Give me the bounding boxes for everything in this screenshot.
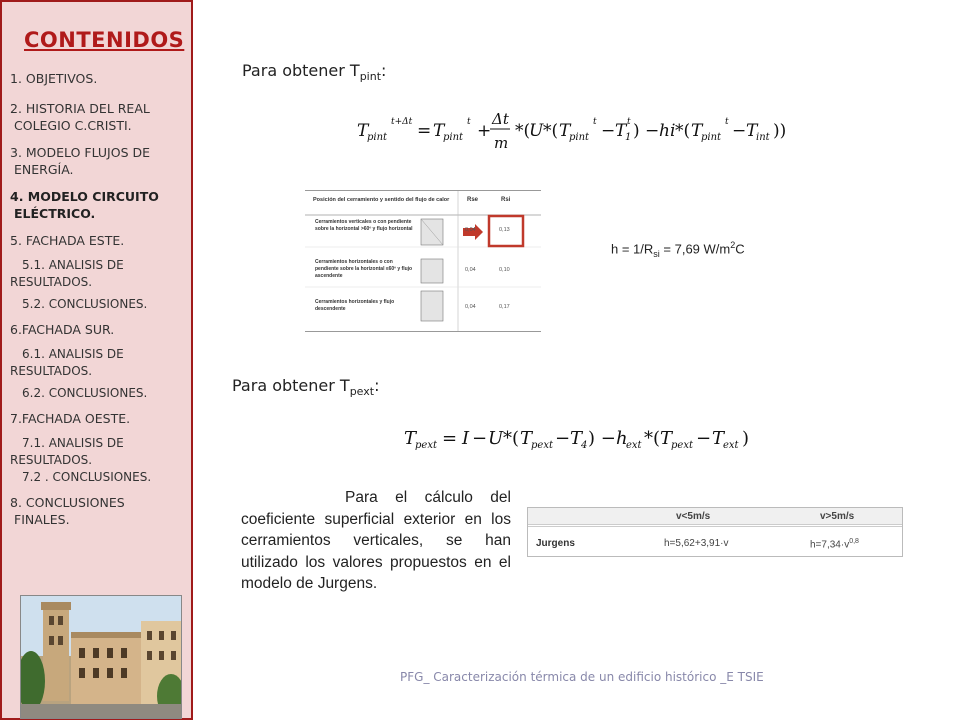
jurgens-col1: v<5m/s xyxy=(676,511,711,522)
svg-text:U: U xyxy=(529,121,544,141)
jurgens-val2-exp: 0,8 xyxy=(849,538,859,545)
svg-text:=: = xyxy=(442,428,458,449)
svg-text:=: = xyxy=(417,121,432,141)
svg-text:) −: ) − xyxy=(588,428,616,449)
menu-item-este-conclusiones[interactable]: 5.2. CONCLUSIONES. xyxy=(22,297,148,311)
svg-text:T: T xyxy=(520,428,533,449)
svg-text:pint: pint xyxy=(569,132,590,143)
svg-text:4: 4 xyxy=(581,440,588,451)
contents-menu xyxy=(10,70,190,528)
svg-text:+: + xyxy=(477,121,492,141)
menu-item-este-analisis[interactable]: 5.1. ANALISIS DE RESULTADOS. xyxy=(10,258,124,289)
heading-tpint: Para obtener $T_{pint}$: xyxy=(242,61,387,84)
menu-item-oeste-conclusiones[interactable]: 7.2 . CONCLUSIONES. xyxy=(22,470,152,484)
formula-tpint xyxy=(357,108,787,163)
svg-text:): ) xyxy=(742,428,750,449)
svg-text:*(: *( xyxy=(644,428,661,449)
jurgens-description: Para el cálculo del coeficiente superficial exterior en los cerramientos verticales, se han utilizado los valores propuestos en el modelo de Jurgens. xyxy=(241,489,511,592)
svg-text:t: t xyxy=(627,117,631,127)
building-photo-illustration xyxy=(21,596,181,718)
svg-text:I: I xyxy=(462,428,470,449)
table-row-text: Cerramientos horizontales o con pendiente sobre la horizontal ≤60º y flujo ascendente xyxy=(315,259,413,279)
surface-resistance-table xyxy=(305,190,541,332)
svg-text:int: int xyxy=(756,132,770,143)
table-row-rse: 0,04 xyxy=(465,267,476,273)
svg-text:pext: pext xyxy=(531,440,553,451)
svg-text:−: − xyxy=(472,428,488,449)
svg-text:T: T xyxy=(691,121,703,141)
jurgens-col2: v>5m/s xyxy=(820,511,855,522)
footer: PFG_ Caracterización térmica de un edificio histórico _E TSIE xyxy=(400,670,764,684)
table-col-header: Posición del cerramiento y sentido del flujo de calor xyxy=(313,197,450,203)
svg-text:T: T xyxy=(433,121,445,141)
svg-text:t: t xyxy=(725,117,729,127)
svg-text:T: T xyxy=(660,428,673,449)
heading-tpext: Para obtener $T_{pext}$: xyxy=(232,376,380,399)
svg-text:−: − xyxy=(732,121,747,141)
table-row-rse: 0,04 xyxy=(465,304,476,310)
svg-text:pext: pext xyxy=(671,440,693,451)
jurgens-row-label: Jurgens xyxy=(536,538,575,549)
menu-item-modelo-flujos[interactable]: 3. MODELO FLUJOS DE ENERGÍA. xyxy=(10,145,151,177)
table-row-rsi: 0,10 xyxy=(499,267,510,273)
menu-item-conclusiones-finales[interactable]: 8. CONCLUSIONES FINALES. xyxy=(10,495,125,527)
svg-text:t: t xyxy=(467,117,471,127)
svg-text:Δt: Δt xyxy=(492,110,509,128)
svg-text:T: T xyxy=(570,428,583,449)
svg-text:h: h xyxy=(616,428,628,449)
menu-item-modelo-circuito[interactable]: 4. MODELO CIRCUITO ELÉCTRICO. xyxy=(10,189,159,221)
jurgens-val2: h=7,34·v xyxy=(810,539,850,551)
menu-item-fachada-este[interactable]: 5. FACHADA ESTE. xyxy=(10,233,125,248)
table-col-rsi: Rsi xyxy=(501,197,511,203)
svg-text:T: T xyxy=(357,121,369,141)
svg-text:T: T xyxy=(559,121,571,141)
svg-text:ext: ext xyxy=(723,440,739,451)
svg-text:hi: hi xyxy=(659,121,676,141)
svg-text:*(: *( xyxy=(515,121,531,141)
svg-text:T: T xyxy=(746,121,758,141)
svg-text:−: − xyxy=(601,121,616,141)
h-equation: $h = 1/R_{si} = 7,69$ $W/m^2C$ xyxy=(611,240,745,259)
menu-item-objetivos[interactable]: 1. OBJETIVOS. xyxy=(10,71,98,86)
svg-text:t: t xyxy=(593,117,597,127)
svg-text:*(: *( xyxy=(543,121,559,141)
table-col-rse: Rse xyxy=(467,197,479,203)
table-row-rse: 0,04 xyxy=(465,227,476,233)
table-row-text: Cerramientos verticales o con pendiente sobre la horizontal >60º y flujo horizontal xyxy=(315,219,413,232)
jurgens-table xyxy=(527,507,903,557)
menu-item-oeste-analisis[interactable]: 7.1. ANALISIS DE RESULTADOS. xyxy=(10,436,124,467)
svg-text:pint: pint xyxy=(701,132,722,143)
menu-item-historia[interactable]: 2. HISTORIA DEL REAL COLEGIO C.CRISTI. xyxy=(10,101,150,133)
sidebar-title: CONTENIDOS xyxy=(24,28,185,52)
sidebar xyxy=(0,0,193,720)
formula-tpext xyxy=(404,420,784,460)
svg-text:m: m xyxy=(494,134,509,152)
jurgens-val1: h=5,62+3,91·v xyxy=(664,538,729,549)
svg-text:T: T xyxy=(404,428,417,449)
svg-text:−: − xyxy=(555,428,571,449)
svg-text:−: − xyxy=(696,428,712,449)
svg-text:pint: pint xyxy=(443,132,464,143)
svg-text:ext: ext xyxy=(626,440,642,451)
svg-text:pint: pint xyxy=(367,132,388,143)
svg-text:pext: pext xyxy=(415,440,437,451)
table-row-rsi: 0,13 xyxy=(499,227,510,233)
menu-item-sur-conclusiones[interactable]: 6.2. CONCLUSIONES. xyxy=(22,386,148,400)
table-row-text: Cerramientos horizontales y flujo descendente xyxy=(315,299,395,312)
menu-item-fachada-oeste[interactable]: 7.FACHADA OESTE. xyxy=(10,411,131,426)
svg-text:t+Δt: t+Δt xyxy=(391,117,413,127)
menu-item-sur-analisis[interactable]: 6.1. ANALISIS DE RESULTADOS. xyxy=(10,347,124,378)
table-row-rsi: 0,17 xyxy=(499,304,510,310)
svg-text:1: 1 xyxy=(625,132,632,143)
svg-text:U: U xyxy=(488,428,504,449)
svg-text:*(: *( xyxy=(675,121,691,141)
menu-item-fachada-sur[interactable]: 6.FACHADA SUR. xyxy=(10,322,115,337)
svg-text:*(: *( xyxy=(503,428,520,449)
svg-text:T: T xyxy=(712,428,725,449)
building-photo xyxy=(20,595,182,719)
svg-text:T: T xyxy=(615,121,627,141)
svg-text:)): )) xyxy=(773,121,787,141)
svg-text:) −: ) − xyxy=(633,121,660,141)
